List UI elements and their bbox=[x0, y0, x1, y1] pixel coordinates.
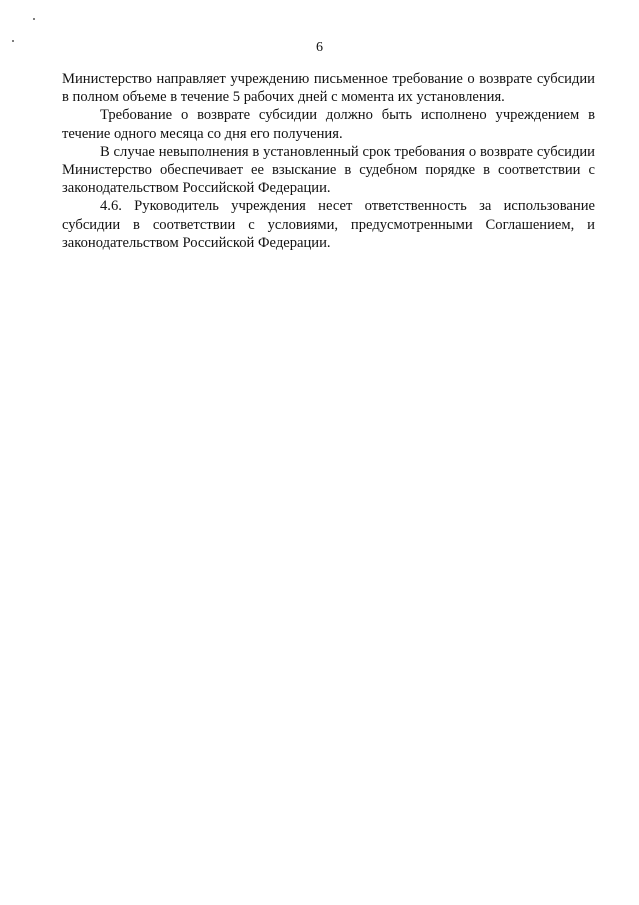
paragraph-director-responsibility: 4.6. Руководитель учреждения несет ответственность за использование субсидии в соответствии с условиями, предусмотренными Соглашением, и законодательством Российской Федерации. bbox=[62, 198, 595, 251]
paragraph-refund-deadline: Требование о возврате субсидии должно быть исполнено учреждением в течение одного месяца со дня его получения. bbox=[62, 107, 595, 142]
paragraph-refund-demand: Министерство направляет учреждению письменное требование о возврате субсидии в полном объеме в течение 5 рабочих дней с момента их установления. bbox=[62, 71, 595, 106]
document-body bbox=[62, 70, 595, 252]
scan-speck bbox=[33, 18, 35, 20]
paragraph-court-recovery: В случае невыполнения в установленный срок требования о возврате субсидии Министерство обеспечивает ее взыскание в судебном порядке в соответствии с законодательством Российской Федерации. bbox=[62, 143, 595, 197]
page-number: 6 bbox=[316, 40, 323, 55]
